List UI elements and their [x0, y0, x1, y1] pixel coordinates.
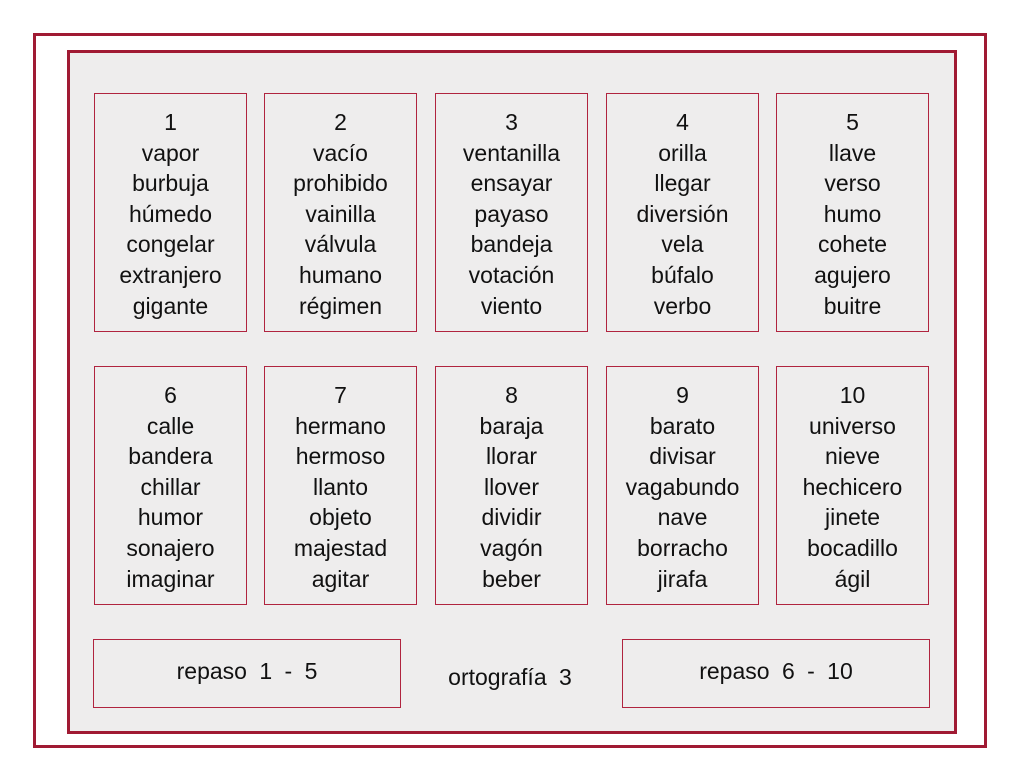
word-card-6[interactable] [94, 366, 247, 605]
card-word: prohibido [293, 170, 388, 197]
card-word: cohete [817, 231, 888, 258]
card-word: válvula [304, 231, 377, 258]
card-word: buitre [823, 292, 882, 319]
card-word: ensayar [470, 170, 553, 197]
page-title: ortografía 3 [448, 664, 572, 690]
card-word: baraja [479, 412, 544, 439]
card-word: nieve [825, 443, 880, 470]
card-word: nave [657, 504, 708, 531]
card-word: barato [649, 412, 716, 439]
card-word: payaso [474, 200, 549, 227]
word-card-1[interactable] [94, 93, 247, 332]
card-word: llover [484, 473, 539, 500]
card-word: agitar [311, 565, 370, 592]
card-word: régimen [298, 292, 383, 319]
card-word: borracho [637, 534, 728, 561]
card-number: 9 [676, 382, 689, 408]
card-word: gigante [132, 292, 209, 319]
card-word: congelar [126, 231, 215, 258]
card-word: llave [828, 139, 877, 166]
card-word: hechicero [802, 473, 903, 500]
card-word: llorar [485, 443, 538, 470]
card-number: 5 [846, 109, 859, 135]
review-6-10-button[interactable]: repaso 6 - 10 [622, 639, 930, 708]
word-card-10[interactable] [776, 366, 929, 605]
card-word: hermoso [295, 443, 386, 470]
card-word: vagón [480, 534, 543, 561]
card-word: ventanilla [462, 139, 561, 166]
word-card-3[interactable] [435, 93, 588, 332]
card-word: ágil [834, 565, 871, 592]
card-word: jinete [825, 504, 880, 531]
card-number: 7 [334, 382, 347, 408]
card-number: 10 [839, 382, 866, 408]
card-word: dividir [481, 504, 542, 531]
word-card-2[interactable] [264, 93, 417, 332]
card-word: diversión [636, 200, 729, 227]
card-word: bandeja [470, 231, 553, 258]
card-word: agujero [814, 261, 891, 288]
card-word: majestad [293, 534, 388, 561]
word-card-9[interactable] [606, 366, 759, 605]
card-word: vapor [141, 139, 200, 166]
card-word: calle [146, 412, 195, 439]
word-card-4[interactable] [606, 93, 759, 332]
card-word: objeto [309, 504, 372, 531]
card-word: llegar [654, 170, 711, 197]
card-word: vainilla [305, 200, 376, 227]
card-word: humano [298, 261, 383, 288]
card-number: 4 [676, 109, 689, 135]
word-card-5[interactable] [776, 93, 929, 332]
card-word: humor [137, 504, 204, 531]
card-word: imaginar [126, 565, 215, 592]
card-word: vela [661, 231, 704, 258]
card-word: vagabundo [625, 473, 740, 500]
card-word: extranjero [119, 261, 222, 288]
card-word: verbo [653, 292, 712, 319]
card-word: beber [482, 565, 541, 592]
card-word: hermano [295, 412, 386, 439]
card-number: 2 [334, 109, 347, 135]
card-word: viento [480, 292, 543, 319]
card-word: húmedo [128, 200, 213, 227]
card-word: bocadillo [807, 534, 898, 561]
card-word: búfalo [651, 261, 714, 288]
card-number: 8 [505, 382, 518, 408]
card-word: humo [823, 200, 882, 227]
card-word: votación [468, 261, 555, 288]
word-card-7[interactable] [264, 366, 417, 605]
card-word: chillar [140, 473, 201, 500]
card-word: verso [824, 170, 881, 197]
word-card-8[interactable] [435, 366, 588, 605]
card-word: jirafa [657, 565, 708, 592]
card-number: 3 [505, 109, 518, 135]
card-word: universo [809, 412, 896, 439]
card-word: divisar [649, 443, 716, 470]
review-1-5-button[interactable]: repaso 1 - 5 [93, 639, 401, 708]
card-word: sonajero [126, 534, 215, 561]
card-word: orilla [658, 139, 707, 166]
card-word: bandera [128, 443, 213, 470]
card-word: vacío [313, 139, 368, 166]
card-word: burbuja [132, 170, 209, 197]
card-number: 1 [164, 109, 177, 135]
card-word: llanto [313, 473, 368, 500]
card-number: 6 [164, 382, 177, 408]
